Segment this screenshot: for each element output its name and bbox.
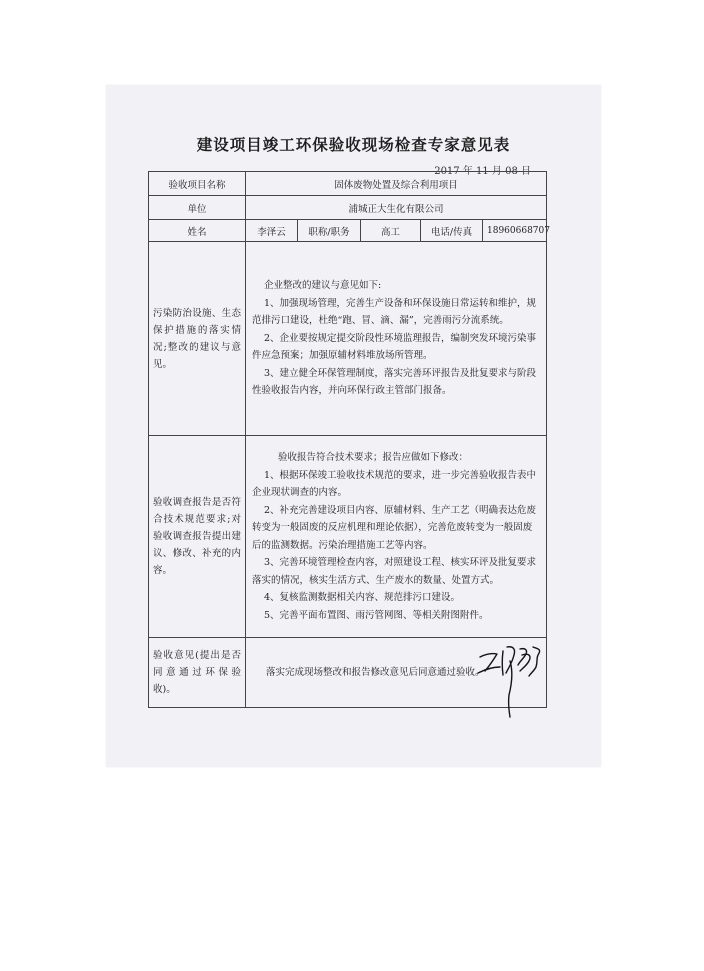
signature-stroke (509, 661, 512, 717)
name-value: 李泽云 (246, 220, 298, 242)
phone-value: 18960668707 (483, 220, 547, 242)
section2-content (246, 436, 547, 638)
section2-item: 2、补充完善建设项目内容、原辅材料、生产工艺（明确表达危废转变为一般固废的反应机理和理论依据），完善危废转变为一般固废后的监测数据。污染治理措施工艺等内容。 (252, 504, 537, 551)
section2-label: 验收调查报告是否符合技术规范要求;对验收调查报告提出建议、修改、补充的内容。 (149, 436, 246, 638)
document-title: 建设项目竣工环保验收现场检查专家意见表 (196, 135, 511, 154)
document-sheet (106, 85, 601, 767)
signature-stroke (502, 651, 503, 675)
section1-row (149, 242, 547, 436)
handwritten-signature (476, 643, 556, 723)
section3-label: 验收意见(提出是否同意通过环保验收)。 (149, 638, 246, 708)
job-title-label: 职称/职务 (298, 220, 361, 242)
section1-content (246, 242, 547, 436)
section1-item: 2、企业要按规定提交阶段性环境监理报告，编制突发环境污染事件应急预案；加强原辅材料堆放场所管理。 (252, 332, 537, 362)
section1-label: 污染防治设施、生态保护措施的落实情况;整改的建议与意见。 (149, 242, 246, 436)
project-label: 验收项目名称 (149, 172, 246, 196)
name-row (149, 220, 547, 242)
unit-row (149, 196, 547, 220)
section2-item: 3、完善环境管理检查内容，对照建设工程、核实环评及批复要求落实的情况，核实生活方式、生产废水的数量、处置方式。 (252, 557, 537, 586)
section2-item: 5、完善平面布置图、雨污管网图、等相关附图附件。 (264, 609, 489, 621)
job-title-value: 高工 (361, 220, 421, 242)
name-label: 姓名 (149, 220, 246, 242)
phone-label: 电话/传真 (421, 220, 483, 242)
project-row (149, 172, 547, 196)
section2-row (149, 436, 547, 638)
section1-item: 1、加强现场管理，完善生产设备和环保设施日常运转和维护，规范排污口建设，杜绝“跑、冒、滴、漏”，完善雨污分流系统。 (252, 297, 537, 327)
document-date: 2017 年 11 月 08 日 (434, 166, 531, 177)
section1-item: 3、建立健全环保管理制度，落实完善环评报告及批复要求与阶段性验收报告内容，并向环保行政主管部门报备。 (252, 367, 537, 397)
unit-value: 浦城正大生化有限公司 (246, 196, 547, 220)
section2-intro: 验收报告符合技术要求；报告应做如下修改： (278, 452, 469, 463)
project-value: 固体废物处置及综合利用项目 (246, 172, 547, 196)
signature-stroke (478, 667, 500, 673)
signature-stroke (529, 647, 540, 676)
section2-item: 4、复核监测数据相关内容、规范排污口建设。 (264, 592, 461, 603)
section1-intro: 企业整改的建议与意见如下: (264, 280, 382, 292)
section3-text: 落实完成现场整改和报告修改意见后同意通过验收。 (266, 666, 485, 678)
signature-stroke (506, 647, 515, 673)
section2-item: 1、根据环保竣工验收技术规范的要求，进一步完善验收报告表中企业现状调查的内容。 (252, 469, 537, 498)
signature-stroke (518, 649, 527, 665)
unit-label: 单位 (149, 196, 246, 220)
inspection-form-table (148, 171, 550, 708)
